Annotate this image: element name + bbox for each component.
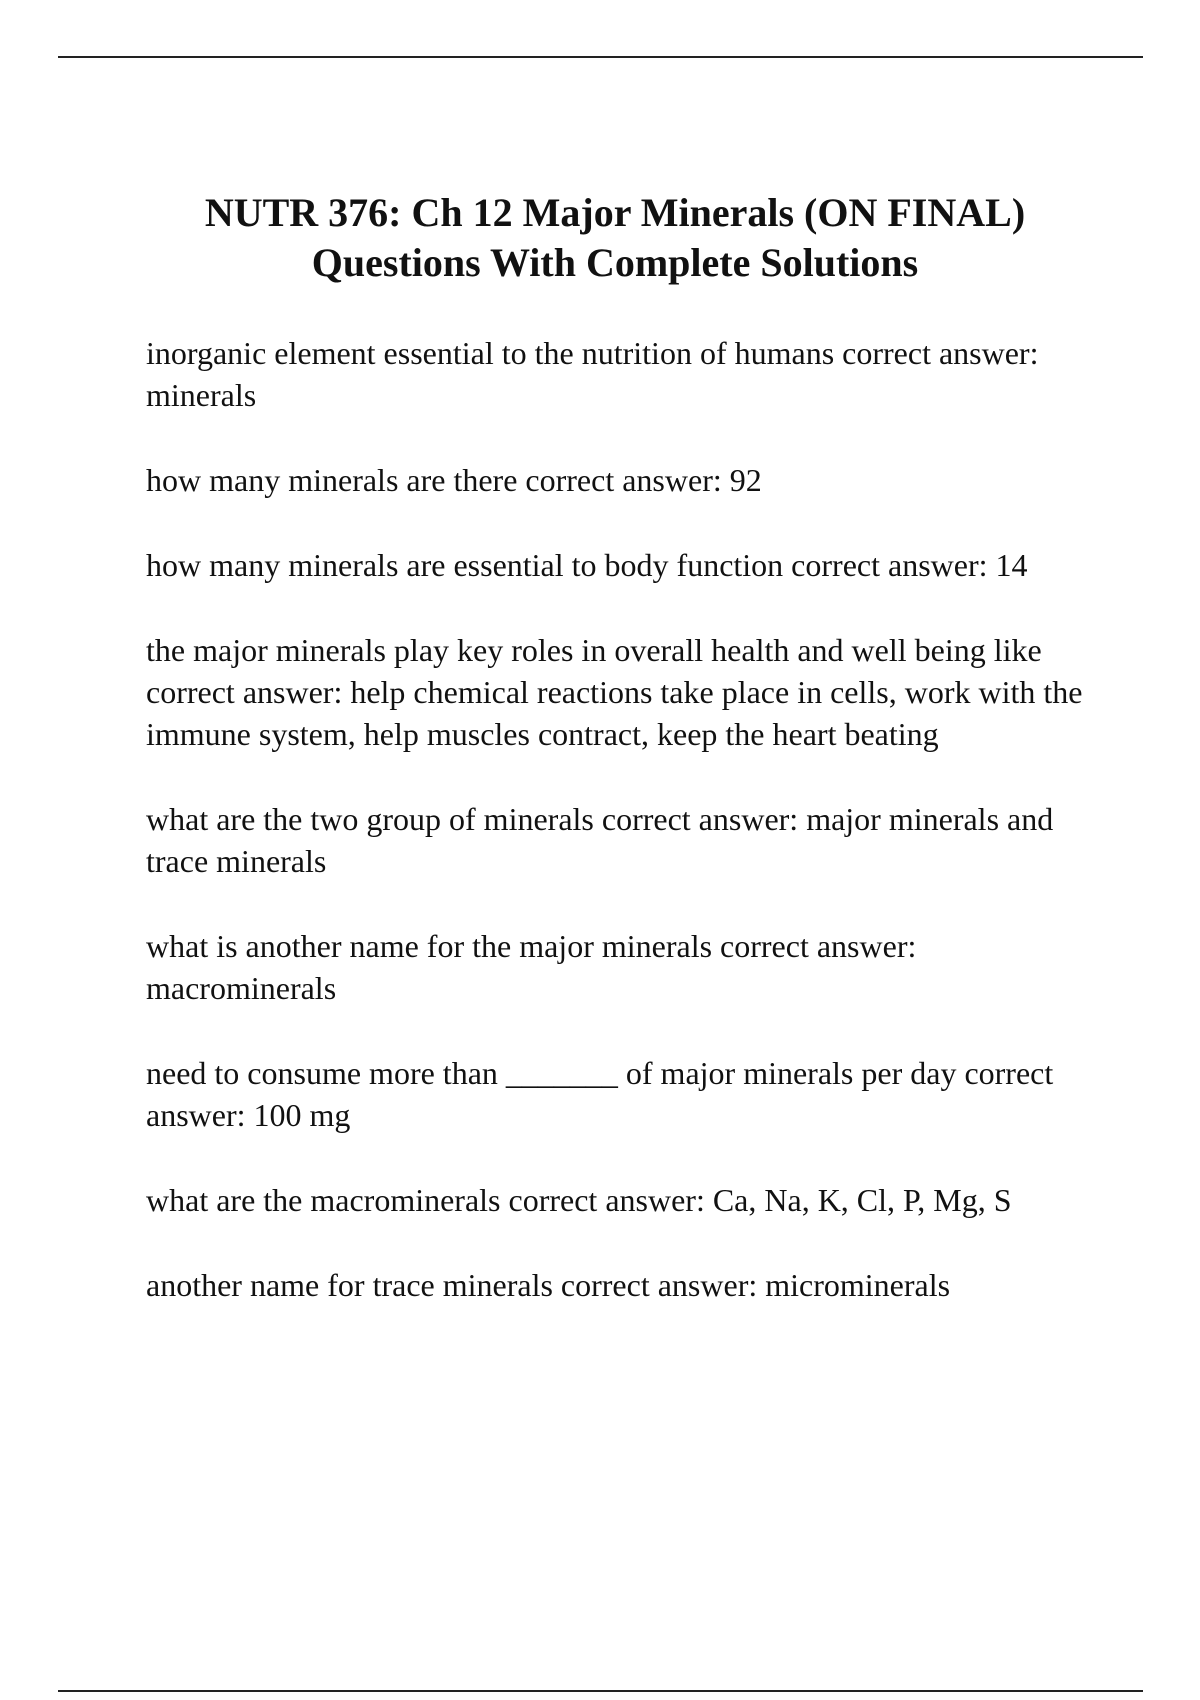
answer-text: Ca, Na, K, Cl, P, Mg, S [712, 1182, 1012, 1218]
answer-label: correct answer: [508, 1182, 705, 1218]
answer-label: correct answer: [525, 462, 722, 498]
qa-item-1 [146, 332, 1106, 416]
qa-item-5 [146, 798, 1106, 882]
qa-item-9 [146, 1264, 1106, 1306]
title-line-1: NUTR 376: Ch 12 Major Minerals (ON FINAL) [204, 190, 1026, 235]
question-text: how many minerals are there [146, 462, 518, 498]
qa-item-2 [146, 459, 1106, 501]
question-text: need to consume more than _______ of major minerals per day [146, 1055, 957, 1091]
qa-list [146, 332, 1106, 1349]
answer-text: minerals [146, 377, 257, 413]
question-text: how many minerals are essential to body function [146, 547, 784, 583]
question-text: the major minerals play key roles in overall health and well being like [146, 632, 1042, 668]
answer-label: correct answer: [560, 1267, 758, 1303]
qa-item-7 [146, 1052, 1106, 1136]
qa-item-3 [146, 544, 1106, 586]
answer-text: major minerals and trace minerals [146, 801, 1054, 879]
answer-text: macrominerals [146, 970, 337, 1006]
top-divider [58, 56, 1143, 58]
answer-label: correct answer: [720, 928, 917, 964]
answer-text: 14 [995, 547, 1028, 583]
qa-item-8 [146, 1179, 1106, 1221]
answer-text: help chemical reactions take place in cells, work with the immune system, help muscles contract, keep the heart beating [146, 674, 1083, 752]
question-text: inorganic element essential to the nutrition of humans [146, 335, 835, 371]
answer-label: correct answer: [842, 335, 1039, 371]
question-text: what are the macrominerals [146, 1182, 501, 1218]
qa-item-6 [146, 925, 1106, 1009]
question-text: another name for trace minerals [146, 1267, 553, 1303]
answer-label: correct answer: [146, 1055, 1054, 1133]
document-title [60, 188, 1170, 288]
answer-text: 100 mg [253, 1097, 351, 1133]
qa-item-4 [146, 629, 1106, 755]
bottom-divider [58, 1690, 1143, 1692]
answer-label: correct answer: [601, 801, 799, 837]
title-line-2: Questions With Complete Solutions [311, 240, 919, 285]
answer-label: correct answer: [146, 674, 343, 710]
question-text: what are the two group of minerals [146, 801, 594, 837]
answer-text: microminerals [765, 1267, 951, 1303]
answer-label: correct answer: [791, 547, 988, 583]
answer-text: 92 [729, 462, 762, 498]
question-text: what is another name for the major minerals [146, 928, 713, 964]
